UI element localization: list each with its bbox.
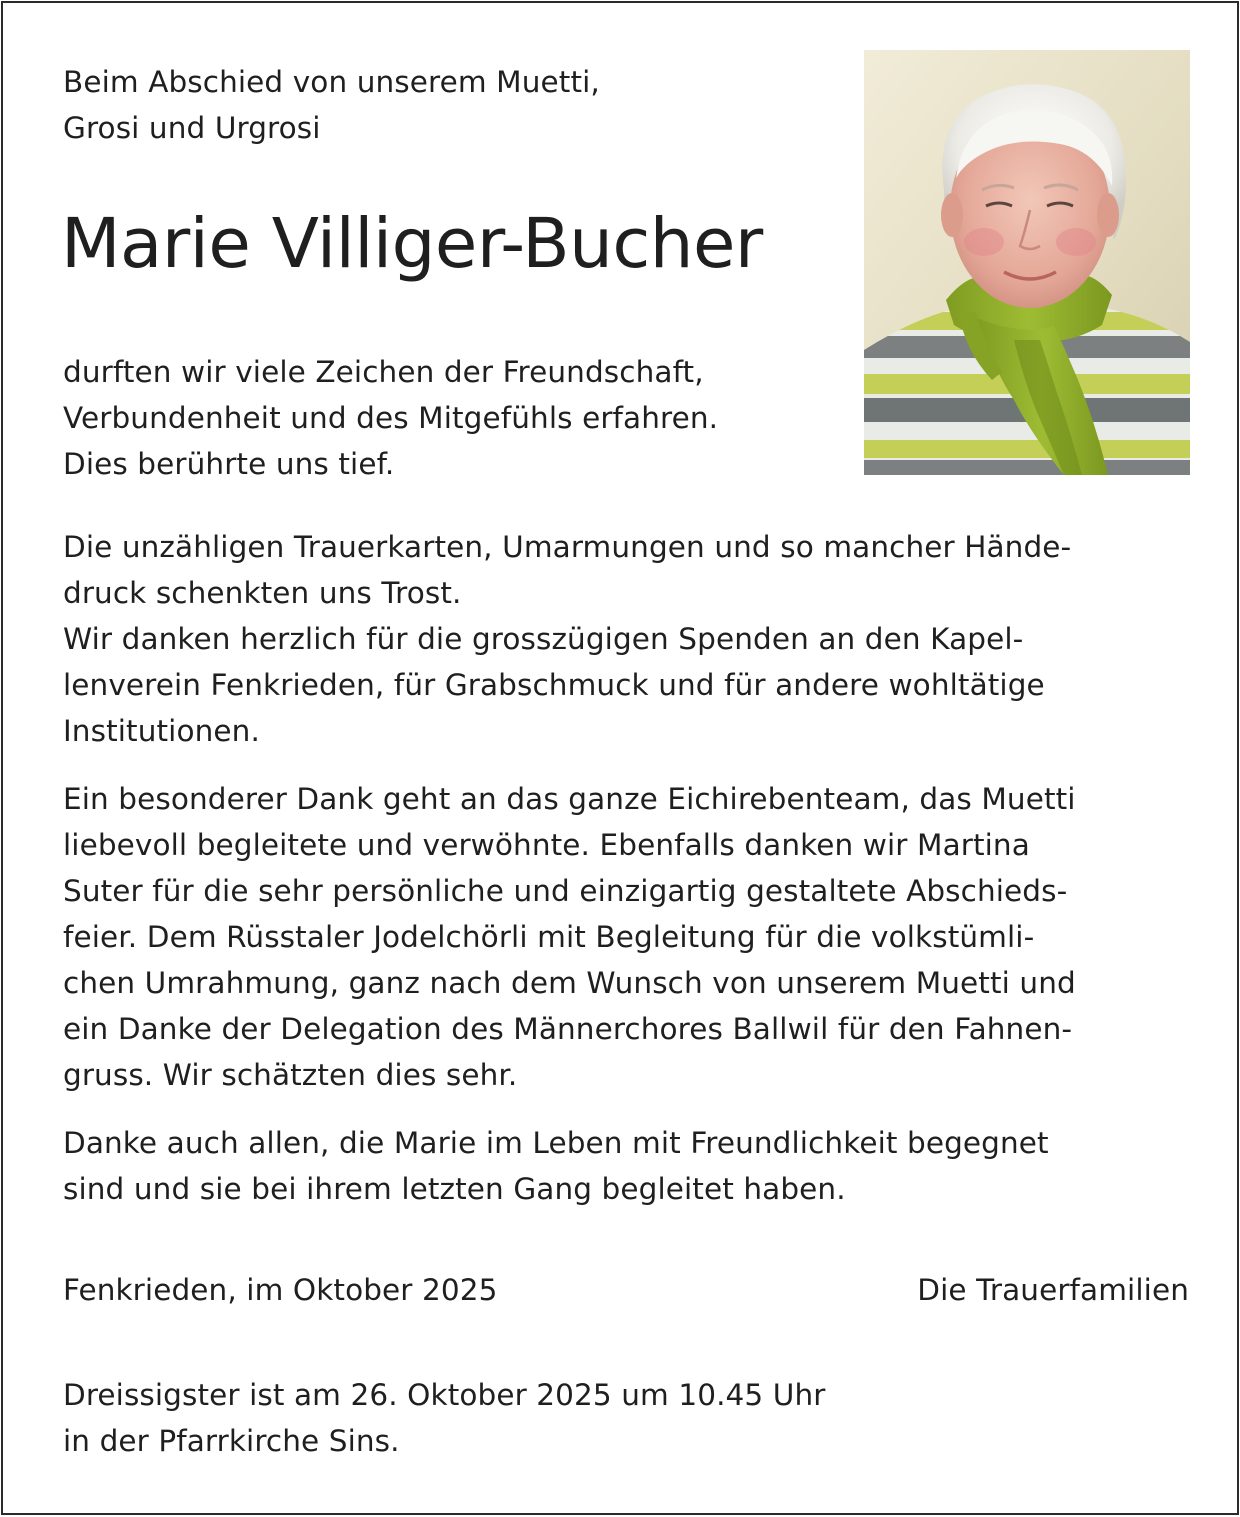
paragraph-line: Institutionen. bbox=[63, 714, 260, 748]
paragraph-line: druck schenkten uns Trost. bbox=[63, 576, 462, 610]
memorial-line: in der Pfarrkirche Sins. bbox=[63, 1424, 400, 1458]
paragraph-thanks-intro bbox=[63, 349, 718, 487]
memorial-service-note bbox=[63, 1372, 826, 1464]
paragraph-line: liebevoll begleitete und verwöhnte. Ebenfalls danken wir Martina bbox=[63, 828, 1030, 862]
paragraph-line: Dies berührte uns tief. bbox=[63, 447, 395, 481]
portrait-illustration bbox=[864, 50, 1190, 475]
paragraph-cards-donations bbox=[63, 524, 1071, 754]
obituary-card bbox=[1, 1, 1239, 1515]
right-ear bbox=[1097, 193, 1119, 237]
paragraph-line: Wir danken herzlich für die grosszügigen Spenden an den Kapel- bbox=[63, 622, 1024, 656]
left-cheek bbox=[964, 228, 1004, 256]
portrait-photo bbox=[864, 50, 1190, 475]
paragraph-line: gruss. Wir schätzten dies sehr. bbox=[63, 1058, 518, 1092]
paragraph-line: Ein besonderer Dank geht an das ganze Eichirebenteam, das Muetti bbox=[63, 782, 1076, 816]
paragraph-special-thanks bbox=[63, 776, 1076, 1098]
intro-text bbox=[63, 59, 600, 151]
paragraph-line: ein Danke der Delegation des Männerchores Ballwil für den Fahnen- bbox=[63, 1012, 1073, 1046]
paragraph-line: Verbundenheit und des Mitgefühls erfahren. bbox=[63, 401, 719, 435]
intro-line: Grosi und Urgrosi bbox=[63, 111, 321, 145]
intro-line: Beim Abschied von unserem Muetti, bbox=[63, 65, 600, 99]
paragraph-line: lenverein Fenkrieden, für Grabschmuck und für andere wohltätige bbox=[63, 668, 1045, 702]
paragraph-line: feier. Dem Rüsstaler Jodelchörli mit Begleitung für die volkstümli- bbox=[63, 920, 1035, 954]
place-date: Fenkrieden, im Oktober 2025 bbox=[63, 1273, 498, 1307]
left-ear bbox=[941, 193, 963, 237]
paragraph-line: Die unzähligen Trauerkarten, Umarmungen und so mancher Hände- bbox=[63, 530, 1072, 564]
paragraph-line: durften wir viele Zeichen der Freundschaft, bbox=[63, 355, 704, 389]
signoff: Die Trauerfamilien bbox=[917, 1273, 1189, 1307]
paragraph-line: chen Umrahmung, ganz nach dem Wunsch von unserem Muetti und bbox=[63, 966, 1076, 1000]
paragraph-line: sind und sie bei ihrem letzten Gang begleitet haben. bbox=[63, 1172, 846, 1206]
paragraph-line: Danke auch allen, die Marie im Leben mit Freundlichkeit begegnet bbox=[63, 1126, 1049, 1160]
memorial-line: Dreissigster ist am 26. Oktober 2025 um 10.45 Uhr bbox=[63, 1378, 826, 1412]
deceased-name: Marie Villiger-Bucher bbox=[61, 204, 763, 284]
paragraph-final-thanks bbox=[63, 1120, 1049, 1212]
right-cheek bbox=[1056, 228, 1096, 256]
paragraph-line: Suter für die sehr persönliche und einzigartig gestaltete Abschieds- bbox=[63, 874, 1068, 908]
